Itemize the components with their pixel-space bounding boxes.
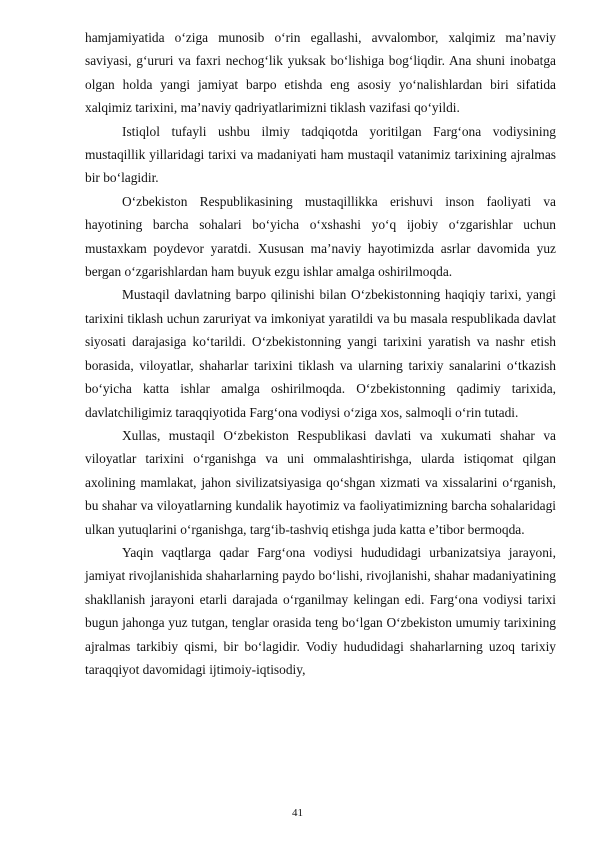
- paragraph-republic: O‘zbekiston Respublikasining mustaqillikka erishuvi inson faoliyati va hayotining barcha sohalari bo‘yicha o‘xshashi yo‘q ijobiy o‘zgarishlar uchun mustaxkam poydevor yaratdi. Xususan ma’naviy hayotimizda asrlar davomida yuz bergan o‘zgarishlardan ham buyuk ezgu ishlar amalga oshirilmoqda.: [85, 193, 556, 280]
- paragraph-independence: Istiqlol tufayli ushbu ilmiy tadqiqotda yoritilgan Farg‘ona vodiysining mustaqillik yillaridagi tarixi va madaniyati ham mustaqil vatanimiz tarixining ajralmas bir bo‘lagidir.: [85, 123, 556, 186]
- paragraph-continuation: hamjamiyatida o‘ziga munosib o‘rin egallashi, avvalombor, xalqimiz ma’naviy saviyasi, g‘ururi va faxri nechog‘lik yuksak bo‘lishiga bog‘liqdir. Ana shuni inobatga olgan holda yangi jamiyat barpo etishda eng asosiy yo‘nalishlardan biri sifatida xalqimiz tarixini, ma’naviy qadriyatlarimizni tiklash vazifasi qo‘yildi.: [85, 30, 556, 116]
- page-number: 41: [292, 807, 303, 819]
- paragraph-government: Xullas, mustaqil O‘zbekiston Respublikasi davlati va xukumati shahar va viloyatlar tarixini o‘rganishga va uni ommalashtirishga, ularda istiqomat qilgan axolining mamlakat, jahon sivilizatsiyasiga qo‘shgan xizmati va xissalarini o‘rganish, bu shahar va viloyatlarning kundalik hayotimiz va faoliyatimizning barcha sohalaridagi ulkan yutuqlarini o‘rganishga, targ‘ib-tashviq etishga juda katta e’tibor bermoqda.: [85, 427, 556, 537]
- page-body: [85, 26, 556, 681]
- paragraph-urbanization: Yaqin vaqtlarga qadar Farg‘ona vodiysi hududidagi urbanizatsiya jarayoni, jamiyat rivojlanishida shaharlarning paydo bo‘lishi, rivojlanishi, shahar madaniyatining shakllanish jarayoni etarli darajada o‘rganilmay kelingan edi. Farg‘ona vodiysi tarixi bugun jahonga yuz tutgan, tenglar orasida teng bo‘lgan O‘zbekiston umumiy tarixining ajralmas tarkibiy qismi, bir bo‘lagidir. Vodiy hududidagi shaharlarning uzoq tarixiy taraqqiyot davomidagi ijtimoiy-iqtisodiy,: [85, 544, 556, 677]
- paragraph-history: Mustaqil davlatning barpo qilinishi bilan O‘zbekistonning haqiqiy tarixi, yangi tarixini tiklash uchun zaruriyat va imkoniyat yaratildi va bu masala respublikada davlat siyosati darajasiga ko‘tarildi. O‘zbekistonning yangi tarixini yaratish va nashr etish borasida, viloyatlar, shaharlar tarixini tiklash va ularning tarixiy sanalarini o‘tkazish bo‘yicha katta ishlar amalga oshirilmoqda. O‘zbekistonning qadimiy tarixida, davlatchiligimiz taraqqiyotida Farg‘ona vodiysi o‘ziga xos, salmoqli o‘rin tutadi.: [85, 287, 556, 420]
